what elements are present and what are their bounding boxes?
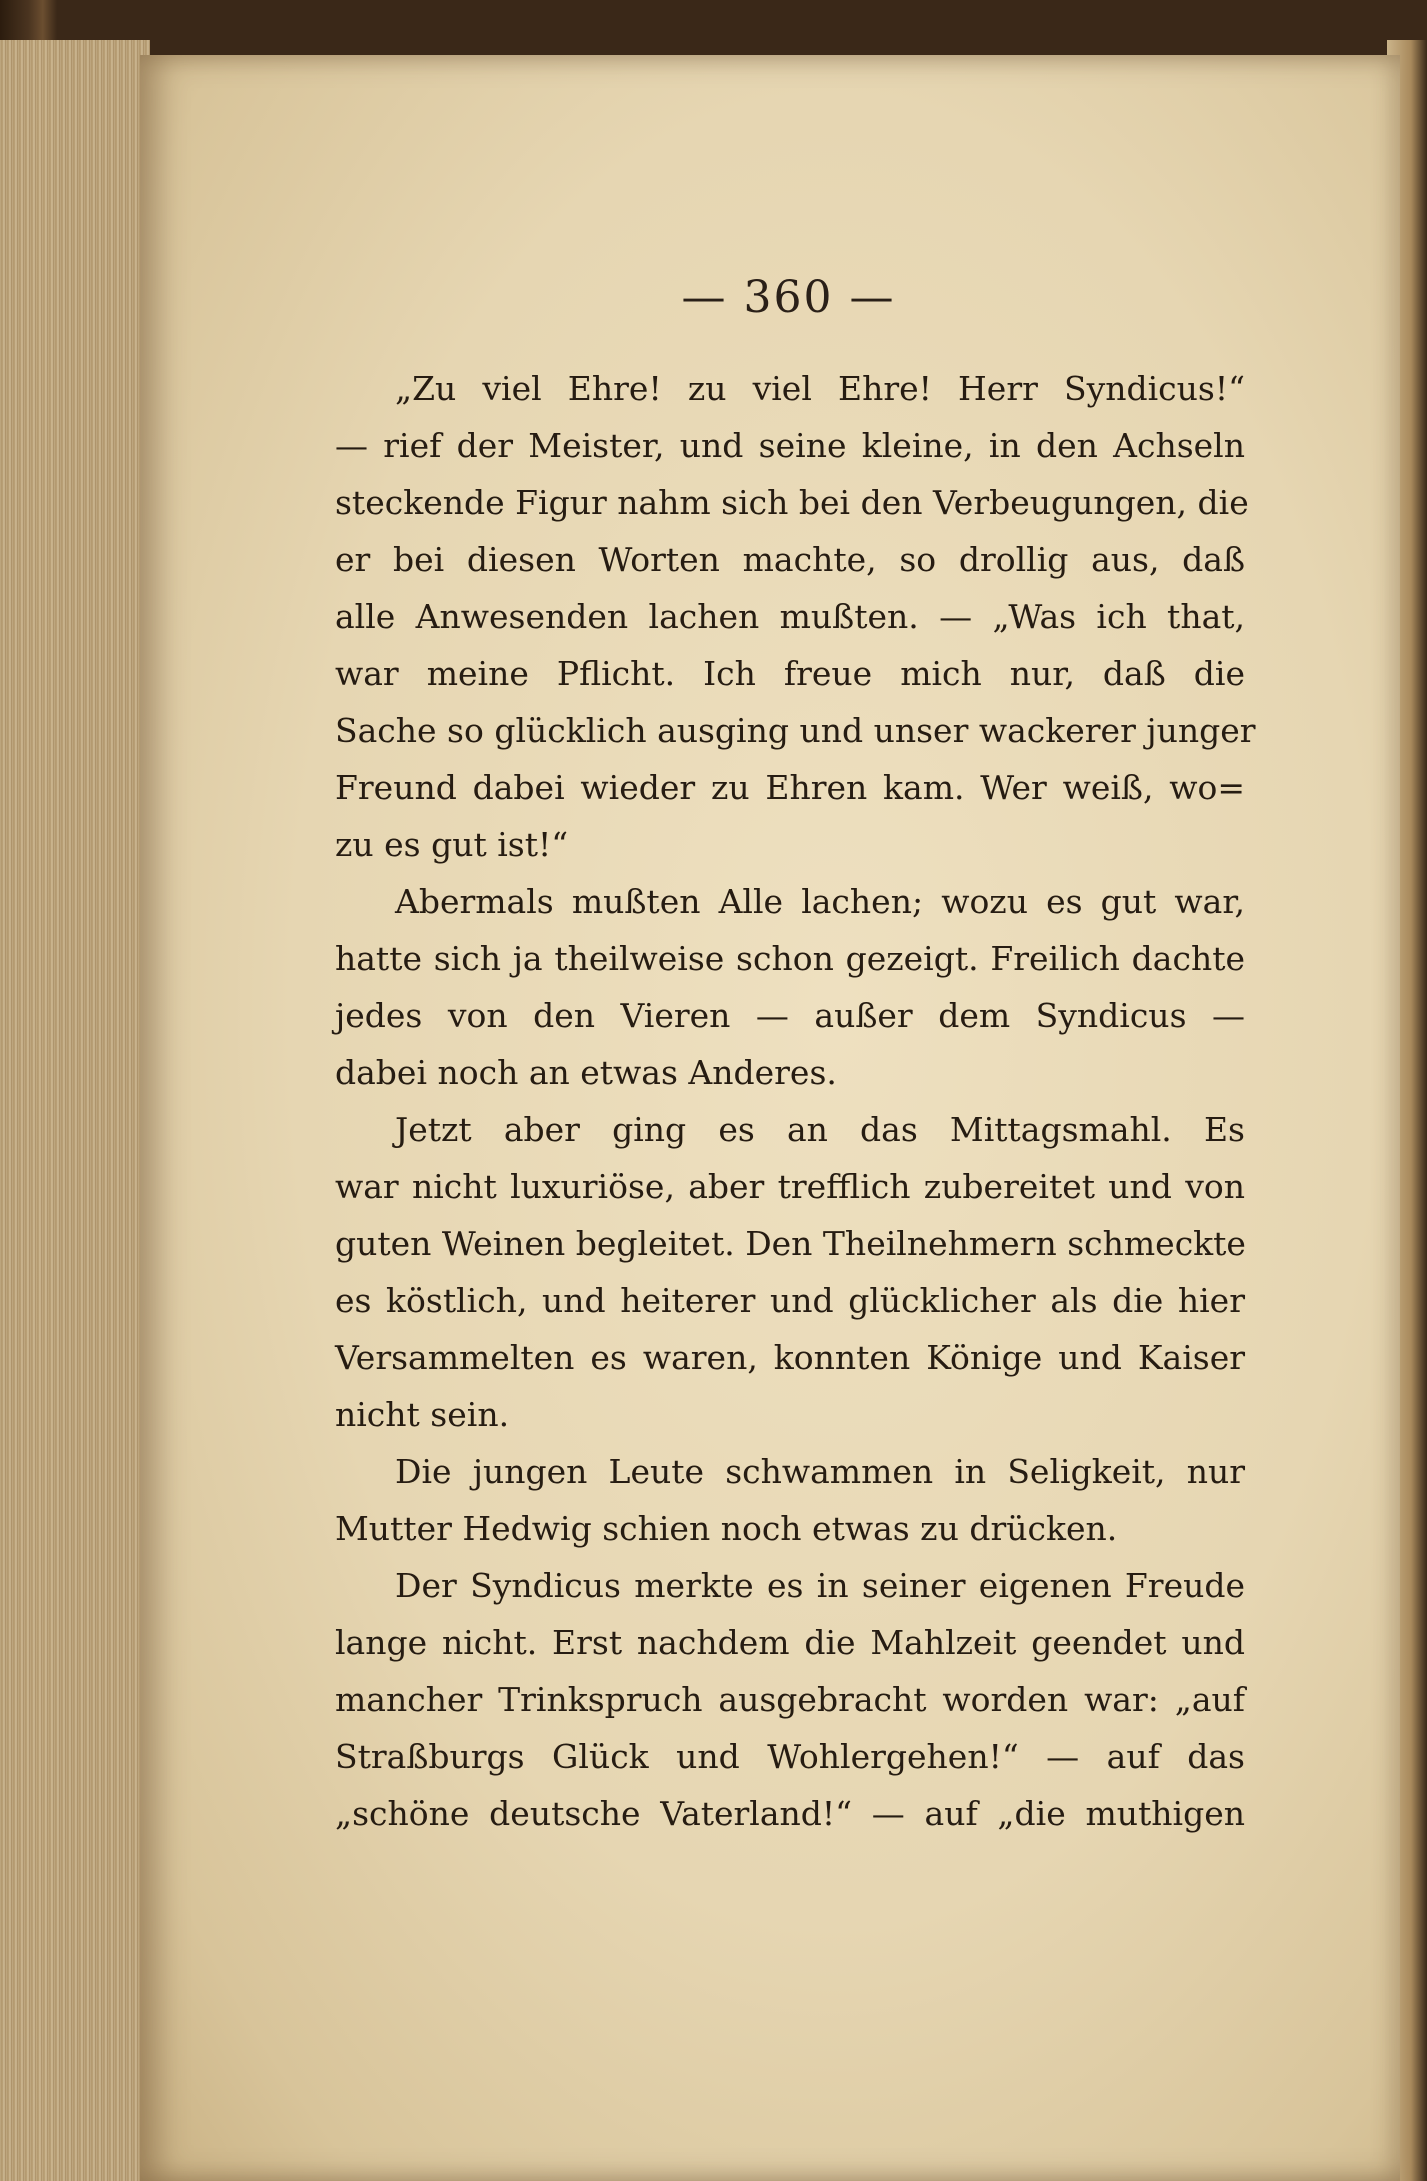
text-line: war nicht luxuriöse, aber trefflich zubereitet und von [335,1167,1245,1206]
text-line: Der Syndicus merkte es in seiner eigenen Freude [395,1566,1245,1605]
text-line: Sache so glücklich ausging und unser wackerer junger [335,711,1256,750]
text-line: guten Weinen begleitet. Den Theilnehmern schmeckte [335,1224,1246,1263]
text-line: lange nicht. Erst nachdem die Mahlzeit geendet und [335,1623,1245,1662]
text-line: Straßburgs Glück und Wohlergehen!“ — auf das [335,1737,1245,1776]
text-line: — rief der Meister, und seine kleine, in den Achseln [335,426,1245,465]
text-line: „schöne deutsche Vaterland!“ — auf „die muthigen [335,1794,1245,1833]
text-line: dabei noch an etwas Anderes. [335,1053,837,1092]
text-line: Die jungen Leute schwammen in Seligkeit, nur [395,1452,1245,1491]
page-number: — 360 — [681,272,896,323]
text-line: nicht sein. [335,1395,510,1434]
page-stack-edge [0,40,150,2181]
text-line: war meine Pflicht. Ich freue mich nur, daß die [335,654,1245,693]
text-line: er bei diesen Worten machte, so drollig aus, daß [335,540,1245,579]
text-line: es köstlich, und heiterer und glücklicher als die hier [335,1281,1245,1320]
text-line: Versammelten es waren, konnten Könige und Kaiser [335,1338,1245,1377]
text-line: alle Anwesenden lachen mußten. — „Was ich that, [335,597,1245,636]
text-line: Abermals mußten Alle lachen; wozu es gut war, [395,882,1245,921]
text-line: zu es gut ist!“ [335,825,569,864]
text-line: Jetzt aber ging es an das Mittagsmahl. Es [395,1110,1245,1149]
text-line: mancher Trinkspruch ausgebracht worden war: „auf [335,1680,1245,1719]
text-line: Freund dabei wieder zu Ehren kam. Wer weiß, wo= [335,768,1245,807]
text-line: Mutter Hedwig schien noch etwas zu drücken. [335,1509,1118,1548]
text-line: jedes von den Vieren — außer dem Syndicus — [335,996,1245,1035]
text-line: „Zu viel Ehre! zu viel Ehre! Herr Syndicus!“ [395,369,1245,408]
text-line: hatte sich ja theilweise schon gezeigt. Freilich dachte [335,939,1245,978]
body-text [335,360,1256,1842]
text-line: steckende Figur nahm sich bei den Verbeugungen, die [335,483,1249,522]
